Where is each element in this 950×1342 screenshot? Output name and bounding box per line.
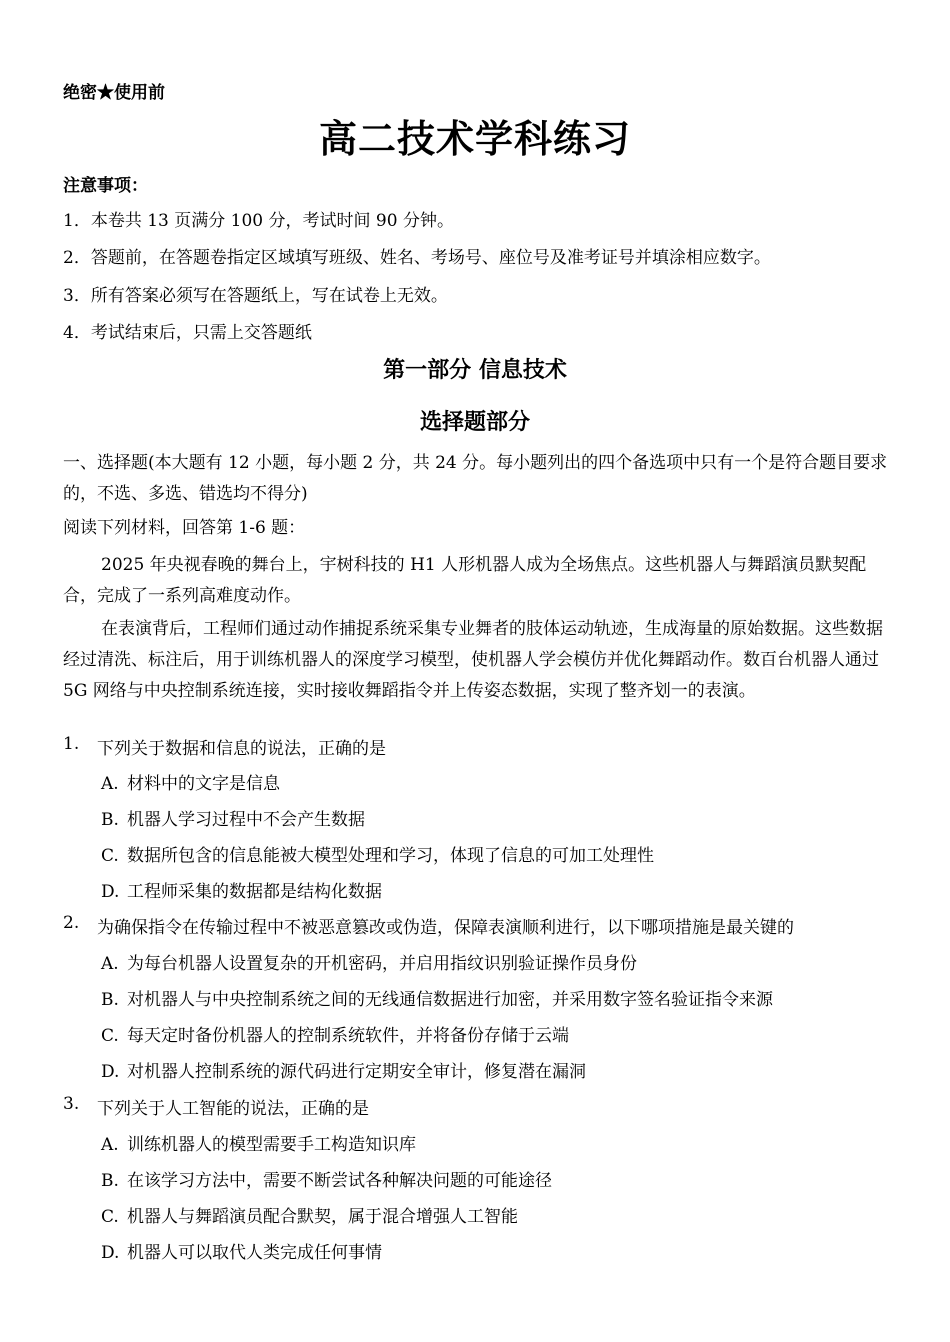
option-letter: C. <box>101 1207 119 1227</box>
option <box>101 805 365 830</box>
note-item: 2．答题前，在答题卷指定区域填写班级、姓名、考场号、座位号及准考证号并填涂相应数字。 <box>63 248 771 268</box>
option-text: 每天定时备份机器人的控制系统软件，并将备份存储于云端 <box>127 1026 569 1046</box>
option-text: 对机器人控制系统的源代码进行定期安全审计，修复潜在漏洞 <box>127 1062 586 1082</box>
option <box>101 1021 569 1046</box>
option <box>101 1238 382 1263</box>
option-text: 工程师采集的数据都是结构化数据 <box>127 882 382 902</box>
page-title: 高二技术学科练习 <box>318 116 631 161</box>
option <box>101 949 637 974</box>
option <box>101 877 382 902</box>
option-letter: C. <box>101 846 119 866</box>
option-letter: C. <box>101 1026 119 1046</box>
option-letter: B. <box>101 1171 119 1191</box>
option-text: 机器人可以取代人类完成任何事情 <box>127 1243 382 1263</box>
option-text: 为每台机器人设置复杂的开机密码，并启用指纹识别验证操作员身份 <box>127 954 637 974</box>
notes-heading: 注意事项： <box>63 176 148 196</box>
secret-label: 绝密★使用前 <box>63 83 165 103</box>
option-text: 训练机器人的模型需要手工构造知识库 <box>127 1135 416 1155</box>
option-text: 材料中的文字是信息 <box>127 774 280 794</box>
option <box>101 1202 518 1227</box>
option-letter: A. <box>101 1135 119 1155</box>
question-stem: 下列关于人工智能的说法，正确的是 <box>97 1099 369 1119</box>
option-letter: A. <box>101 774 119 794</box>
note-item: 1．本卷共 13 页满分 100 分，考试时间 90 分钟。 <box>63 211 454 231</box>
question-number: 3. <box>63 1094 80 1114</box>
option <box>101 1057 586 1082</box>
option-letter: B. <box>101 810 119 830</box>
option-text: 数据所包含的信息能被大模型处理和学习，体现了信息的可加工处理性 <box>127 846 654 866</box>
question-stem: 下列关于数据和信息的说法，正确的是 <box>97 739 386 759</box>
question-number: 2. <box>63 913 80 933</box>
option <box>101 841 654 866</box>
option-text: 机器人与舞蹈演员配合默契，属于混合增强人工智能 <box>127 1207 518 1227</box>
section-instructions: 一、选择题(本大题有 12 小题，每小题 2 分，共 24 分。每小题列出的四个备选项中只有一个是符合题目要求的，不选、多选、错选均不得分) <box>63 453 888 504</box>
option-letter: D. <box>101 1243 120 1263</box>
option <box>101 769 280 794</box>
material-paragraph: 在表演背后，工程师们通过动作捕捉系统采集专业舞者的肢体运动轨迹，生成海量的原始数据。这些数据经过清洗、标注后，用于训练机器人的深度学习模型，使机器人学会模仿并优化舞蹈动作。数百台机器人通过 5G 网络与中央控制系统连接，实时接收舞蹈指令并上传姿态数据，实现了整齐划一的表演。 <box>63 619 883 701</box>
option-letter: A. <box>101 954 119 974</box>
reading-prompt: 阅读下列材料，回答第 1-6 题： <box>63 518 306 538</box>
option <box>101 1166 552 1191</box>
note-item: 3．所有答案必须写在答题纸上，写在试卷上无效。 <box>63 286 448 306</box>
option-text: 机器人学习过程中不会产生数据 <box>127 810 365 830</box>
option-letter: D. <box>101 882 120 902</box>
option <box>101 1130 416 1155</box>
question-number: 1. <box>63 734 80 754</box>
option-text: 在该学习方法中，需要不断尝试各种解决问题的可能途径 <box>127 1171 552 1191</box>
part-title: 第一部分 信息技术 <box>383 357 567 383</box>
option <box>101 985 773 1010</box>
option-text: 对机器人与中央控制系统之间的无线通信数据进行加密，并采用数字签名验证指令来源 <box>127 990 773 1010</box>
note-item: 4．考试结束后，只需上交答题纸 <box>63 323 312 343</box>
part-subtitle: 选择题部分 <box>419 409 530 435</box>
material-paragraph: 2025 年央视春晚的舞台上，宇树科技的 H1 人形机器人成为全场焦点。这些机器人与舞蹈演员默契配合，完成了一系列高难度动作。 <box>63 555 867 606</box>
option-letter: B. <box>101 990 119 1010</box>
option-letter: D. <box>101 1062 120 1082</box>
question-stem: 为确保指令在传输过程中不被恶意篡改或伪造，保障表演顺利进行，以下哪项措施是最关键的 <box>97 918 794 938</box>
